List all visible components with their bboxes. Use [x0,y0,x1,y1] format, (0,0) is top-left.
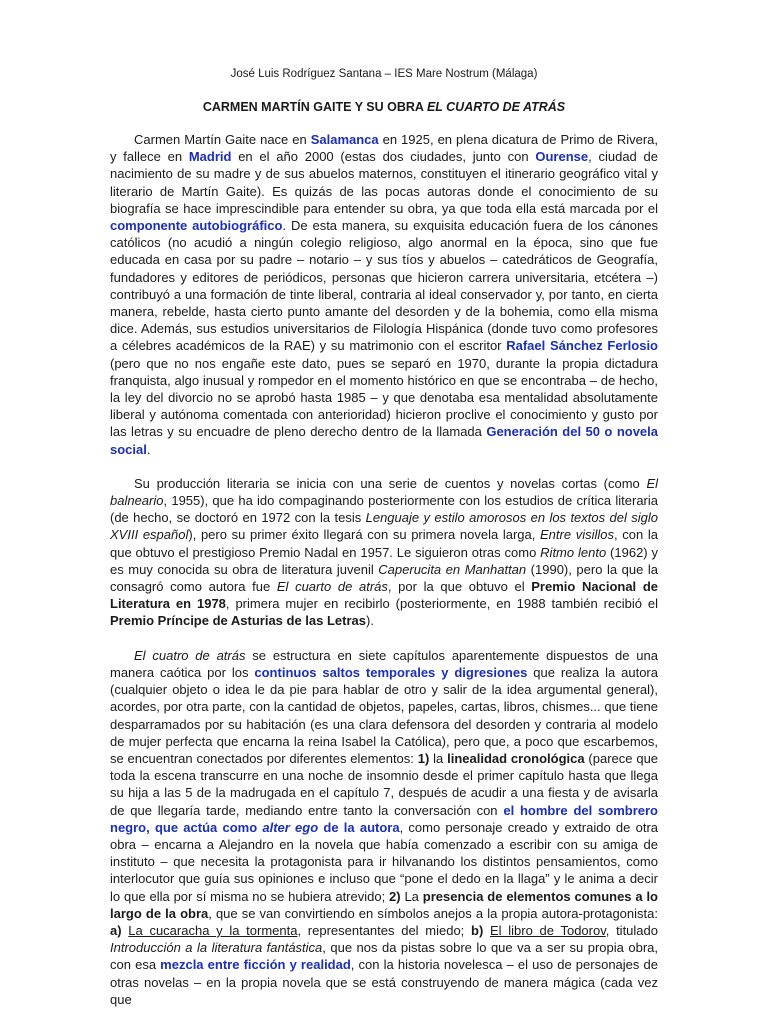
text-run: . De esta manera, su exquisita educación fuera de los cánones católicos (no acudió a ningún colegio religioso, algo anormal en la época, sino que fue educada en casa por su padre – notario – y sus tíos y abuelos – catedráticos de Geografía, fundadores y editores de periódicos, personas que hicieron carrera universitaria, etcétera –) contribuyó a una formación de tinte liberal, contraria al ideal conservador y, por tanto, en cierta manera, rebelde, hasta cierto punto amante del desorden y de la bohemia, como ella misma dice. Además, sus estudios universitarios de Filología Hispánica (donde tuvo como profesores a célebres académicos de la RAE) y su matrimonio con el escritor [110,218,658,354]
text-run: a) [110,922,122,938]
text-run: El balneario [110,475,658,509]
highlighted-term: Madrid [188,149,232,165]
text-run: El libro de Todorov [490,922,606,938]
text-run [483,923,490,938]
text-run: , por la que obtuvo el [387,579,532,595]
text-run: que realiza la autora (cualquier objeto o idea le da pie para hablar de otro y salir de la idea argumental general), acordes, por otra parte, con la cantidad de objetos, papeles, cartas, libros, chismes... que tiene desparramados por su habitación (es una clara defensora del desorden y contraria al modelo de mujer perfecta que encarna la reina Isabel la Católica), pero que, a poco que escarbemos, se encuentran conectados por diferentes elementos: [110,664,658,766]
text-run: (parece que toda la escena transcurre en una noche de insomnio desde el primer capítulo hasta que llega su hija a las 5 de la madrugada en el capítulo 7, después de acudir a una fiesta y de avisarla de que llegaría tarde, mediando entre tanto la conversación con [110,750,659,818]
highlighted-term: mezcla entre ficción y realidad [160,957,351,973]
text-run: Entre visillos [540,527,615,543]
text-run: , titulado [605,922,658,938]
text-run: (pero que no nos engañe este dato, pues se separó en 1970, durante la propia dictadura franquista, algo inusual y rompedor en el momento histórico en que se encontraba – de hecho, la ley del divorcio no se aprobó hasta 1985 – y que denotaba esa mentalidad absolutamente liberal y autónoma comentada con anterioridad) hicieron proclive el conocimiento y gusto por las letras y su encuadre de pleno derecho dentro de la llamada [110,355,658,440]
text-run: Carmen Martín Gaite nace en [134,132,311,147]
highlighted-term: componente autobiográfico [110,218,283,234]
text-run: Caperucita en Manhattan [378,561,527,577]
text-run: la [429,750,448,766]
text-run: linealidad cronológica [447,750,585,766]
highlighted-term: alter ego [262,819,319,835]
highlighted-term: Generación del 50 o novela social [110,424,658,457]
text-run: ). [366,613,374,629]
text-run: Ritmo lento [540,544,607,560]
text-run: , primera mujer en recibirlo (posteriormente, en 1988 también recibió el [225,596,658,612]
highlighted-term: el hombre del sombrero negro, que actúa como [110,802,658,835]
text-run: El cuatro de atrás [134,647,246,663]
text-run: Su producción literaria se inicia con una serie de cuentos y novelas cortas (como [134,475,647,491]
text-run: (1990), pero la que la consagró como autora fue [110,561,658,595]
document-title [110,99,658,115]
text-run: se estructura en siete capítulos aparentemente dispuestos de una manera caótica por los [110,647,658,680]
page-header: José Luis Rodríguez Santana – IES Mare Nostrum (Málaga) [230,68,538,80]
text-run: , ciudad de nacimiento de su madre y de sus abuelos maternos, constituyen el itinerario geográfico vital y literario de Martín Gaite). Es quizás de las pocas autoras donde el conocimiento de su biografía se hace imprescindible para entender su obra, ya que toda ella está marcada por el [110,149,659,216]
text-run: , representantes del miedo; [297,922,471,938]
text-run: en 1925, en plena dicatura de Primo de Rivera, y fallece en [110,132,659,165]
highlighted-term: de la autora [318,819,400,835]
highlighted-term: Salamanca [310,132,379,147]
text-run: b) [471,922,484,938]
paragraph-3 [110,647,658,1008]
text-run: La cucaracha y la tormenta [128,922,298,938]
text-run: , 1955), que ha ido compaginando posteriormente con los estudios de crítica literaria (de hecho, se doctoró en 1972 con la tesis [110,493,658,526]
paragraph-2 [110,475,658,630]
title-main: CARMEN MARTÍN GAITE Y SU OBRA [202,100,427,114]
highlighted-term: Rafael Sánchez Ferlosio [506,338,658,354]
text-run: Premio Nacional de Literatura en 1978 [110,579,659,612]
title-italic: EL CUARTO DE ATRÁS [426,100,566,114]
text-run: Lenguaje y estilo amorosos en los textos del siglo XVIII español [110,510,658,543]
text-run: Introducción a la literatura fantástica [110,940,323,956]
text-run: ), pero su primer éxito llegará con su primera novela larga, [188,527,541,543]
text-run: , que se van convirtiendo en símbolos anejos a la propia autora-protagonista: [208,905,658,921]
highlighted-term: continuos saltos temporales y digresiones [254,664,528,680]
text-run: . [146,441,151,457]
text-run: , con la que obtuvo el prestigioso Premio Nadal en 1957. Le siguieron otras como [110,527,658,560]
text-run: en el año 2000 (estas dos ciudades, junto con [231,149,536,165]
text-run: 2) [389,888,401,904]
document-body [110,131,658,1008]
text-run: Premio Príncipe de Asturias de las Letras [110,613,367,629]
text-run: El cuarto de atrás [276,579,388,595]
paragraph-1 [110,131,658,458]
text-run: presencia de elementos comunes a lo largo de la obra [110,888,658,921]
text-run: 1) [417,750,430,766]
text-run: La [400,888,423,904]
text-run: , con la historia novelesca – el uso de personajes de otras novelas – en la propia novela que se está construyendo de manera mágica (cada vez que [110,957,658,1007]
text-run: , como personaje creado y extraido de otra obra – encarna a Alejandro en la novela que había comenzado a escribir con su amiga de instituto – que necesita la protagonista para ir hilvanando los distintos pensamientos, como interlocutor que guía sus opiniones e incluso que “pone el dedo en la llaga” y le anima a decir lo que ella por sí misma no se hubiera atrevido; [110,819,658,904]
text-run: (1962) y es muy conocida su obra de literatura juvenil [110,544,659,577]
highlighted-term: Ourense [535,149,589,165]
text-run: , que nos da pistas sobre lo que va a ser su propia obra, con esa [110,940,658,973]
